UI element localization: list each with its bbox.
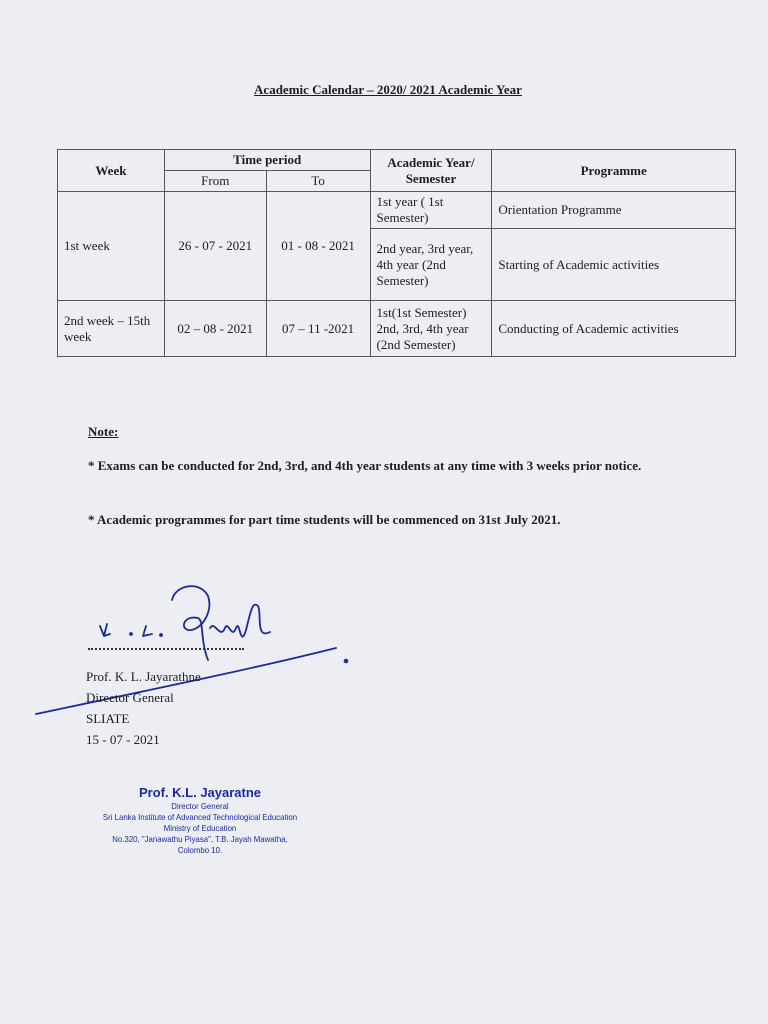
stamp-line-4: No.320, "Janawathu Piyasa", T.B. Jayah Mawatha, — [112, 834, 288, 844]
row1-sub1-year: 1st year ( 1st Semester) — [370, 192, 492, 229]
header-from: From — [164, 171, 266, 192]
header-academic-year: Academic Year/ Semester — [370, 150, 492, 192]
official-stamp — [80, 785, 320, 856]
signatory-name: Prof. K. L. Jayarathne — [86, 669, 201, 684]
row2-week: 2nd week – 15th week — [58, 301, 165, 357]
signature-date: 15 - 07 - 2021 — [86, 732, 160, 747]
stamp-line-2: Sri Lanka Institute of Advanced Technological Education — [102, 812, 298, 822]
stamp-name: Prof. K.L. Jayaratne — [138, 785, 262, 800]
stamp-line-3: Ministry of Education — [163, 823, 237, 833]
row1-sub2-year: 2nd year, 3rd year, 4th year (2nd Semester) — [370, 229, 492, 301]
signature-line — [88, 648, 244, 650]
stamp-line-1: Director General — [171, 801, 229, 811]
note-item-exams: * Exams can be conducted for 2nd, 3rd, and 4th year students at any time with 3 weeks prior notice. — [88, 458, 642, 473]
signatory-org: SLIATE — [86, 711, 130, 726]
row2-year: 1st(1st Semester) 2nd, 3rd, 4th year (2nd Semester) — [370, 301, 492, 357]
signatory-designation: Director General — [86, 690, 174, 705]
header-programme: Programme — [492, 150, 736, 192]
row1-sub2-programme: Starting of Academic activities — [492, 229, 736, 301]
row1-sub1-programme: Orientation Programme — [492, 192, 736, 229]
signatory-block — [86, 666, 201, 750]
header-to: To — [266, 171, 370, 192]
row1-from: 26 - 07 - 2021 — [164, 192, 266, 301]
header-week: Week — [58, 150, 165, 192]
note-item-part-time: * Academic programmes for part time students will be commenced on 31st July 2021. — [88, 512, 561, 527]
note-heading: Note: — [88, 424, 119, 439]
row2-to: 07 – 11 -2021 — [266, 301, 370, 357]
stamp-line-5: Colombo 10. — [177, 845, 223, 855]
row2-programme: Conducting of Academic activities — [492, 301, 736, 357]
header-time-period: Time period — [164, 150, 370, 171]
document-title: Academic Calendar – 2020/ 2021 Academic Year — [254, 82, 522, 97]
row1-to: 01 - 08 - 2021 — [266, 192, 370, 301]
row2-from: 02 – 08 - 2021 — [164, 301, 266, 357]
row1-week: 1st week — [58, 192, 165, 301]
